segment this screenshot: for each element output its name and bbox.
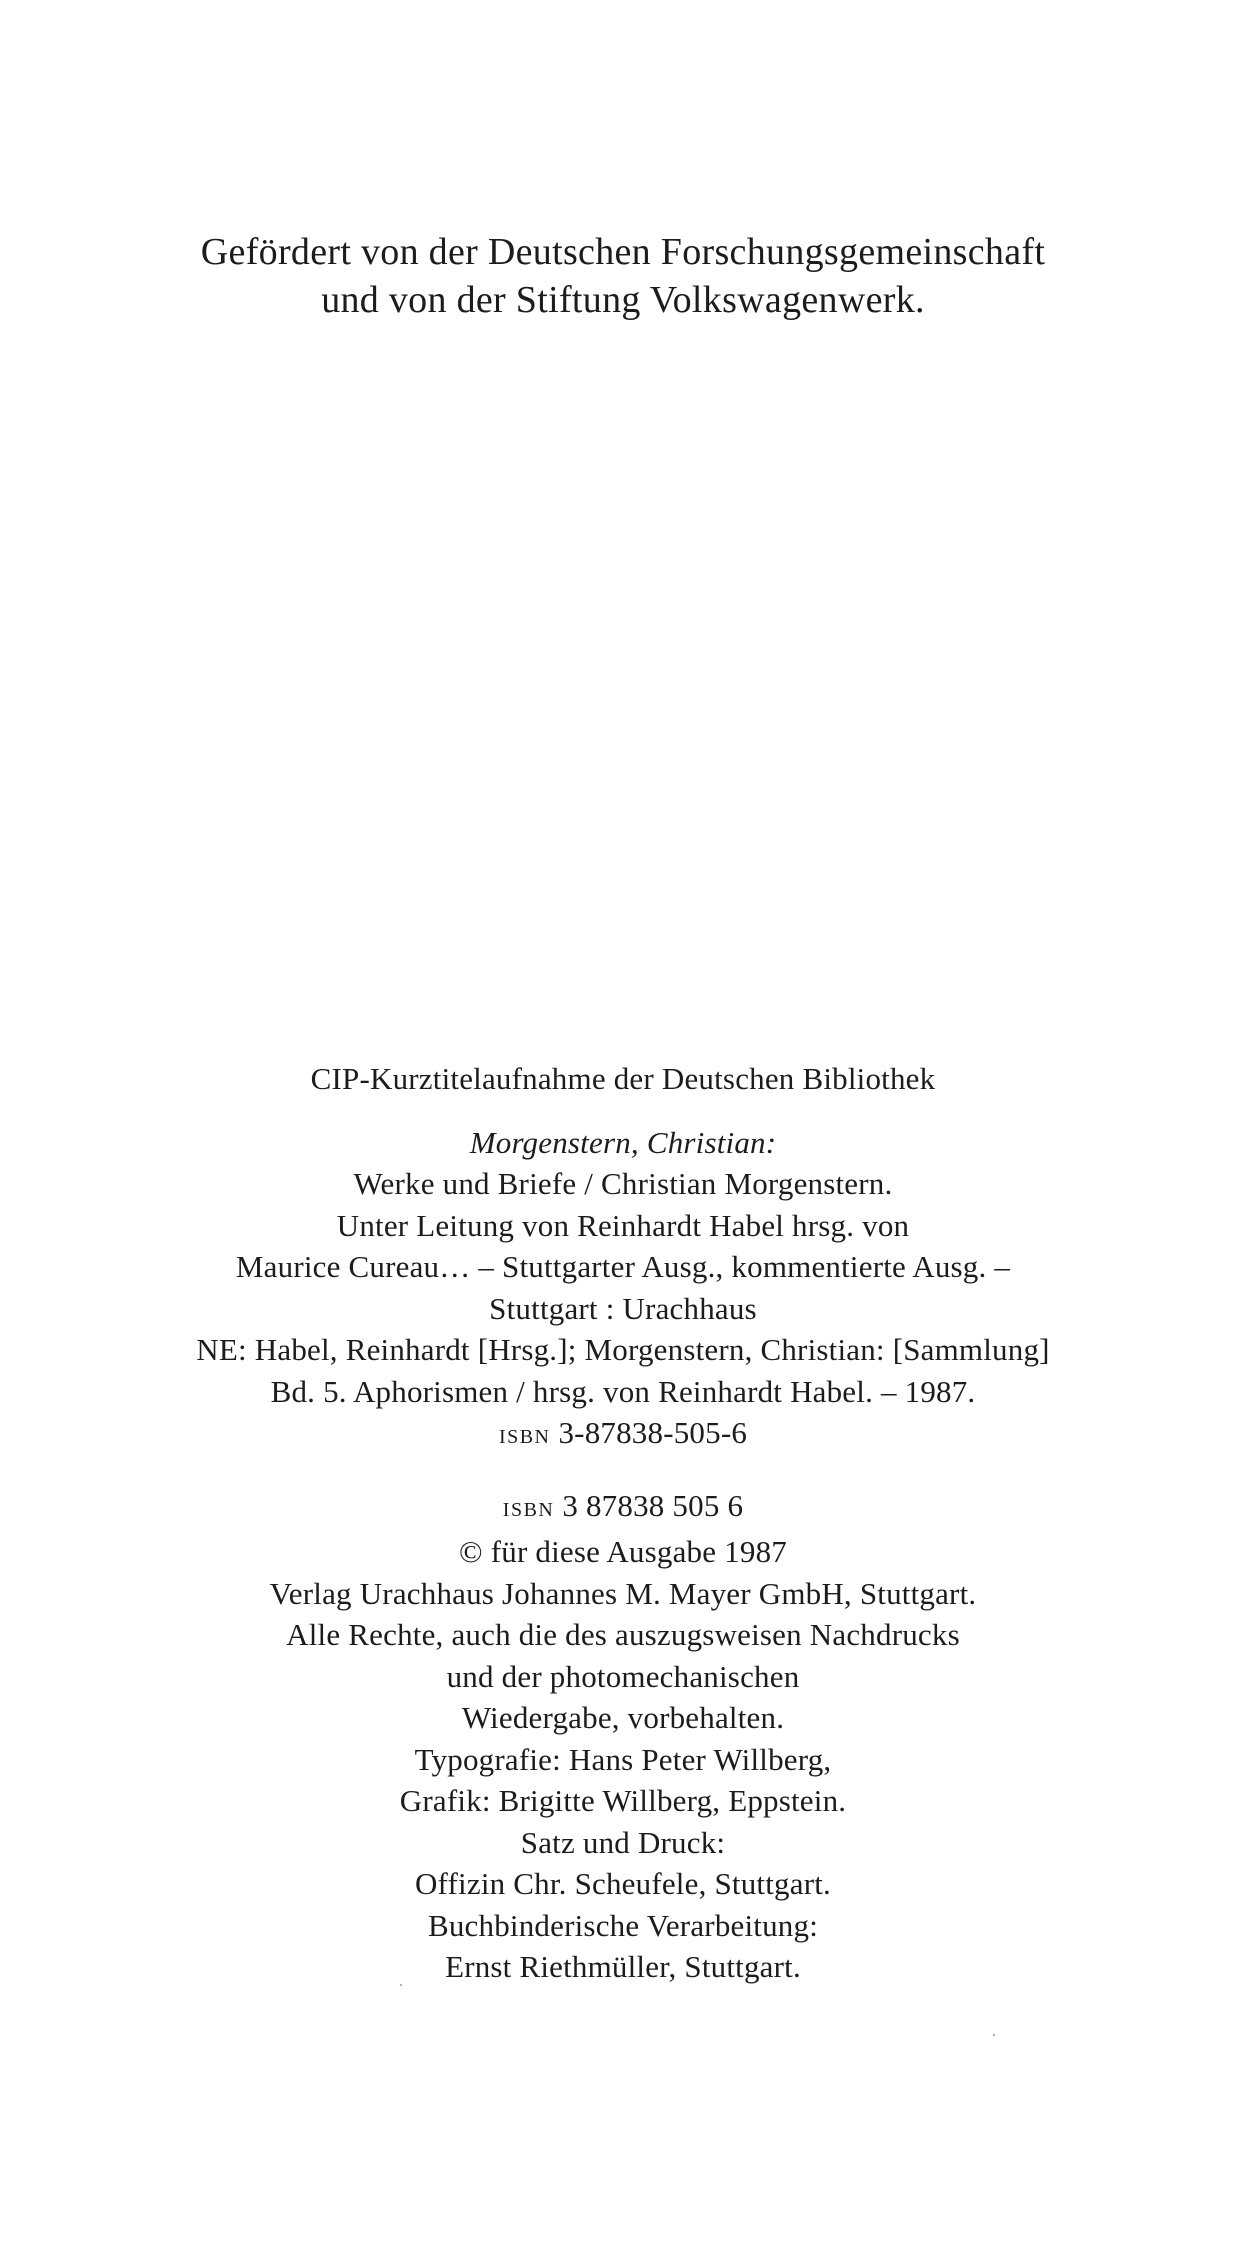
isbn-label: ISBN (498, 1426, 551, 1448)
spacer (0, 1459, 1246, 1485)
funding-line-1: Gefördert von der Deutschen Forschungsgemeinschaft (200, 231, 1046, 273)
publisher-isbn (0, 1485, 1246, 1532)
paper-speck (993, 2034, 995, 2036)
cip-line: NE: Habel, Reinhardt [Hrsg.]; Morgenstern, Christian: [Sammlung] (196, 1332, 1050, 1367)
cip-heading: CIP-Kurztitelaufnahme der Deutschen Bibliothek (310, 1061, 936, 1096)
publisher-line: © für diese Ausgabe 1987 (459, 1534, 787, 1569)
cip-line: Unter Leitung von Reinhardt Habel hrsg. von (336, 1207, 910, 1243)
publisher-line: Satz und Druck: (520, 1824, 726, 1860)
spacer (0, 1100, 1246, 1122)
cip-line: Bd. 5. Aphorismen / hrsg. von Reinhardt Habel. – 1987. (270, 1373, 976, 1409)
funding-line-2: und von der Stiftung Volkswagenwerk. (321, 279, 925, 321)
publisher-line: Grafik: Brigitte Willberg, Eppstein. (399, 1783, 847, 1818)
publisher-line: Ernst Riethmüller, Stuttgart. (445, 1949, 801, 1984)
imprint-block (0, 1058, 1246, 1988)
isbn-label: ISBN (502, 1498, 555, 1521)
cip-line: Werke und Briefe / Christian Morgenstern. (353, 1166, 893, 1201)
funding-note (0, 228, 1246, 324)
isbn-number: 3 87838 505 6 (562, 1487, 744, 1523)
cip-author: Morgenstern, Christian: (469, 1124, 777, 1160)
cip-line: Stuttgart : Urachhaus (489, 1290, 757, 1326)
publisher-line: Verlag Urachhaus Johannes M. Mayer GmbH, Stuttgart. (269, 1575, 977, 1611)
publisher-line: Wiedergabe, vorbehalten. (461, 1700, 785, 1735)
cip-line: Maurice Cureau… – Stuttgarter Ausg., kommentierte Ausg. – (235, 1249, 1011, 1284)
publisher-line: und der photomechanischen (446, 1658, 800, 1694)
publisher-line: Alle Rechte, auch die des auszugsweisen Nachdrucks (286, 1617, 960, 1652)
publisher-line: Buchbinderische Verarbeitung: (427, 1907, 819, 1943)
isbn-number: 3-87838-505-6 (558, 1415, 748, 1450)
cip-isbn (0, 1412, 1246, 1459)
publisher-line: Offizin Chr. Scheufele, Stuttgart. (414, 1866, 832, 1901)
publisher-line: Typografie: Hans Peter Willberg, (414, 1741, 832, 1777)
paper-speck (400, 1984, 402, 1986)
